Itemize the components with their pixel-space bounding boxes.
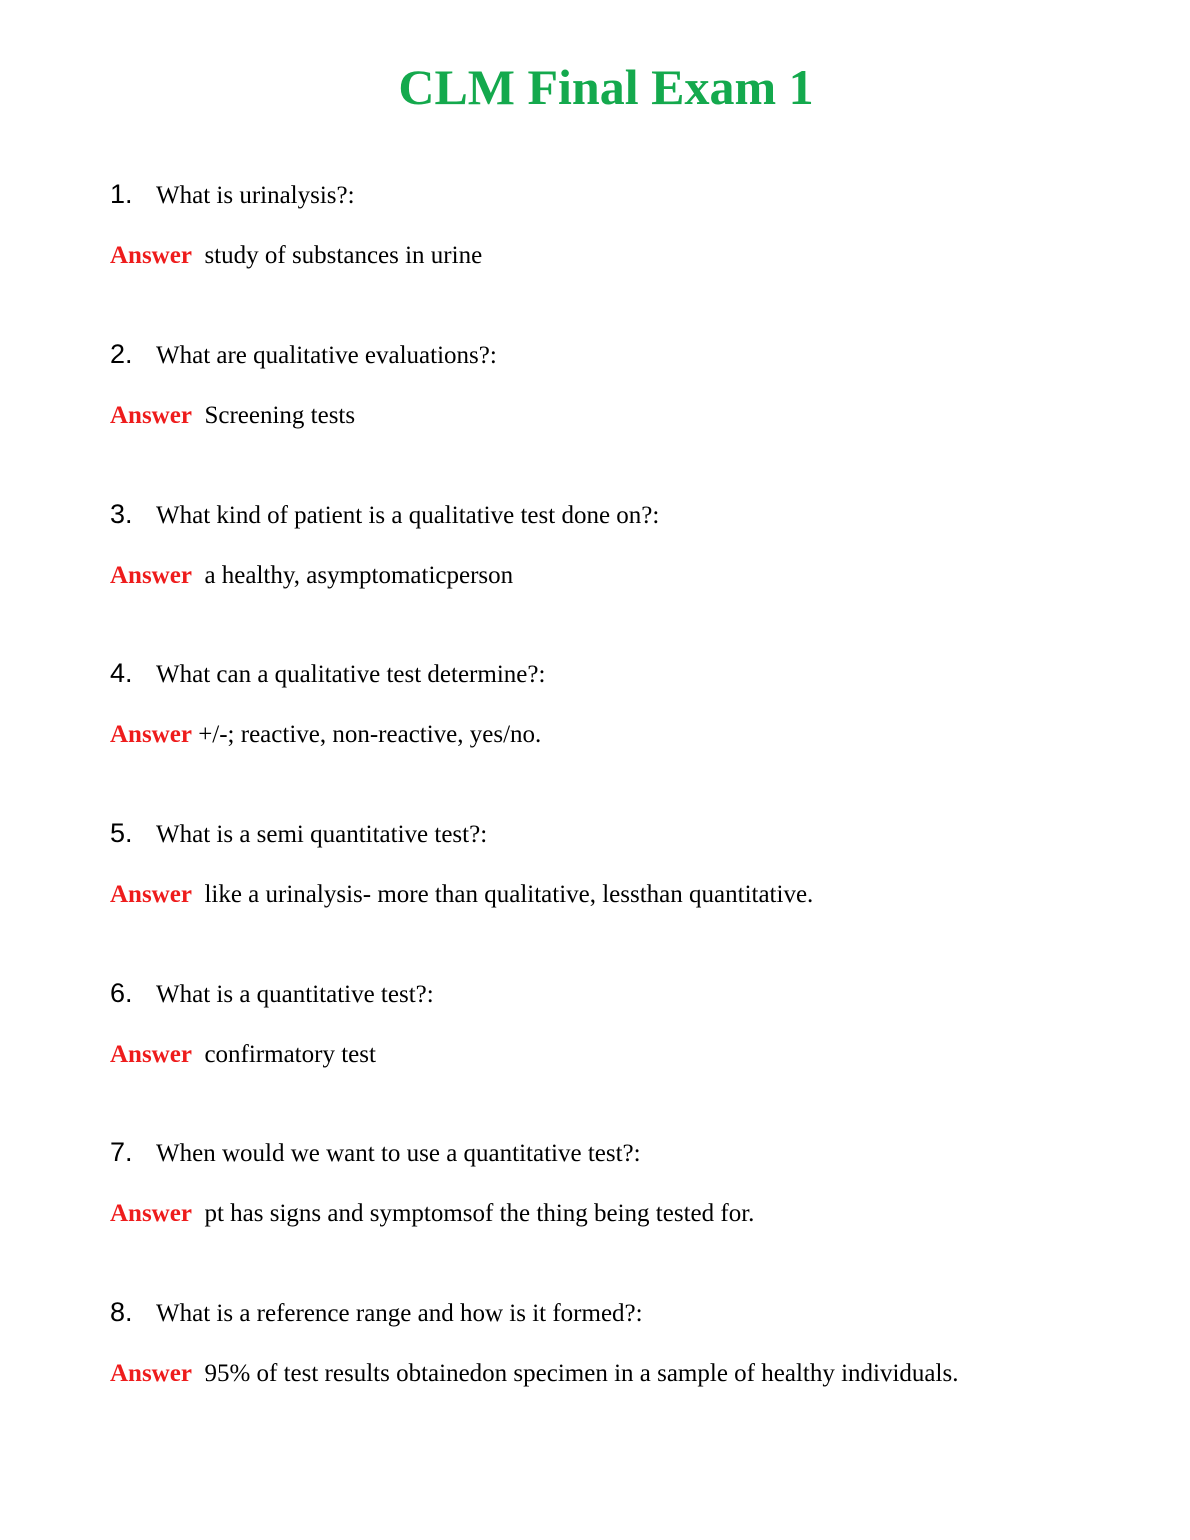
question-row xyxy=(110,976,1110,1010)
answer-label: Answer xyxy=(110,721,192,748)
question-number: 1. xyxy=(110,179,133,209)
question-text: What is a quantitative test?: xyxy=(156,981,434,1008)
question-text: What is a reference range and how is it formed?: xyxy=(156,1300,643,1327)
answer-text: study of substances in urine xyxy=(204,242,483,269)
question-row xyxy=(110,656,1110,690)
question-text: What is urinalysis?: xyxy=(156,182,355,209)
qa-item-7 xyxy=(110,1135,1110,1231)
question-text: When would we want to use a quantitative test?: xyxy=(156,1140,641,1167)
answer-label: Answer xyxy=(110,1200,192,1227)
question-text: What are qualitative evaluations?: xyxy=(156,342,497,369)
question-row xyxy=(110,337,1110,371)
qa-item-3 xyxy=(110,497,1110,593)
question-number: 6. xyxy=(110,978,133,1008)
answer-label: Answer xyxy=(110,242,192,269)
answer-row xyxy=(110,718,1110,752)
answer-label: Answer xyxy=(110,1041,192,1068)
answer-row xyxy=(110,1357,1110,1391)
question-number: 5. xyxy=(110,818,133,848)
question-row xyxy=(110,177,1110,211)
answer-text: +/-; reactive, non-reactive, yes/no. xyxy=(198,721,542,748)
question-text: What can a qualitative test determine?: xyxy=(156,661,546,688)
answer-row xyxy=(110,239,1110,273)
answer-text: confirmatory test xyxy=(204,1041,376,1068)
question-text: What kind of patient is a qualitative test done on?: xyxy=(156,502,660,529)
answer-row xyxy=(110,559,1110,593)
question-number: 3. xyxy=(110,499,133,529)
answer-text: pt has signs and symptomsof the thing being tested for. xyxy=(204,1200,755,1227)
qa-item-1 xyxy=(110,177,1110,273)
answer-label: Answer xyxy=(110,402,192,429)
qa-item-8 xyxy=(110,1295,1110,1391)
answer-row xyxy=(110,399,1110,433)
qa-item-2 xyxy=(110,337,1110,433)
question-number: 4. xyxy=(110,658,133,688)
answer-text: like a urinalysis- more than qualitative, lessthan quantitative. xyxy=(204,881,814,908)
qa-item-4 xyxy=(110,656,1110,752)
answer-row xyxy=(110,878,1110,912)
question-number: 8. xyxy=(110,1297,133,1327)
answer-text: a healthy, asymptomaticperson xyxy=(204,562,514,589)
question-number: 7. xyxy=(110,1137,133,1167)
question-row xyxy=(110,816,1110,850)
question-row xyxy=(110,1295,1110,1329)
answer-label: Answer xyxy=(110,562,192,589)
answer-text: 95% of test results obtainedon specimen in a sample of healthy individuals. xyxy=(204,1360,959,1387)
answer-label: Answer xyxy=(110,1360,192,1387)
page-title: CLM Final Exam 1 xyxy=(398,59,814,115)
answer-text: Screening tests xyxy=(204,402,356,429)
answer-row xyxy=(110,1038,1110,1072)
answer-label: Answer xyxy=(110,881,192,908)
answer-row xyxy=(110,1197,1110,1231)
question-row xyxy=(110,1135,1110,1169)
question-number: 2. xyxy=(110,339,133,369)
qa-item-6 xyxy=(110,976,1110,1072)
qa-item-5 xyxy=(110,816,1110,912)
question-row xyxy=(110,497,1110,531)
question-text: What is a semi quantitative test?: xyxy=(156,821,488,848)
